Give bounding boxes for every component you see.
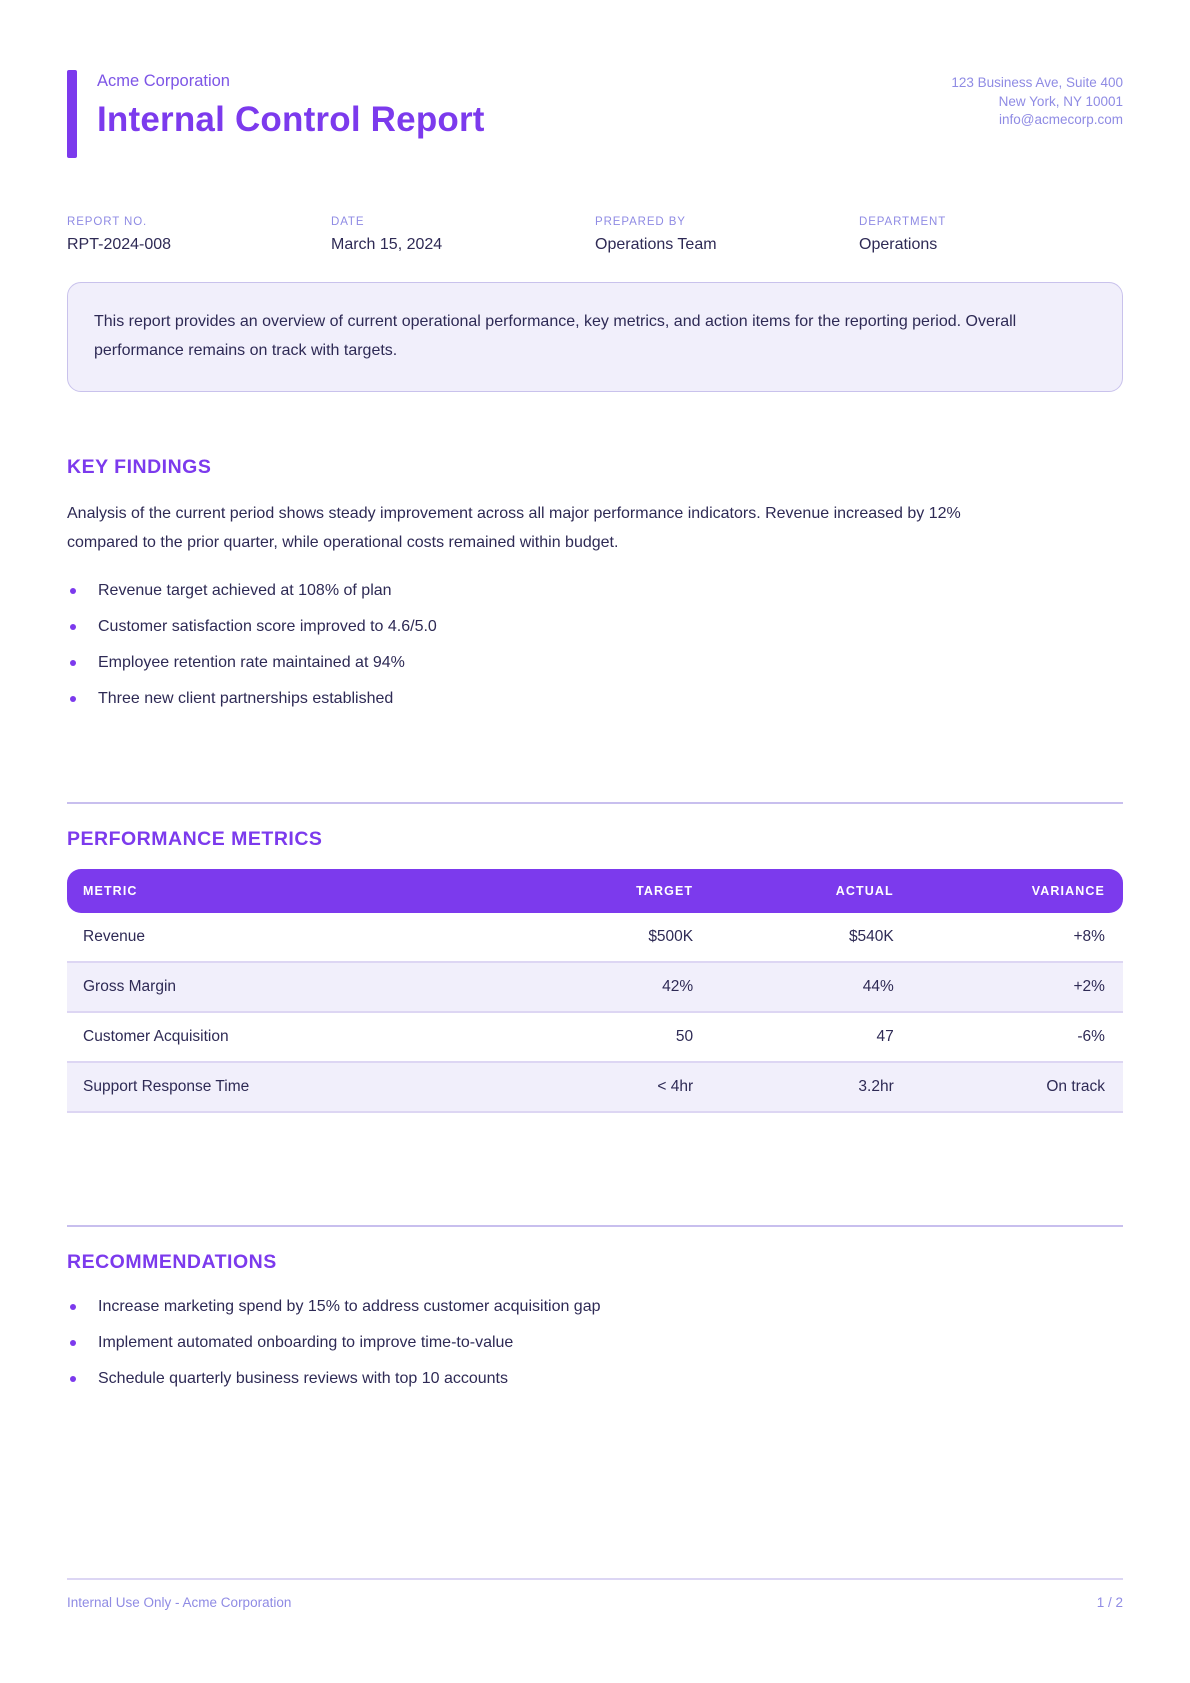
variance-cell: -6%	[1077, 1027, 1105, 1045]
page-title: Internal Control Report	[97, 100, 485, 139]
meta-label: REPORT NO.	[67, 216, 148, 228]
report-header	[67, 70, 1123, 158]
metrics-table	[67, 869, 1123, 1113]
address-email: info@acmecorp.com	[999, 112, 1123, 128]
target-cell: 42%	[662, 977, 694, 995]
address-line: 123 Business Ave, Suite 400	[951, 75, 1123, 90]
target-cell: 50	[675, 1027, 694, 1045]
list-item-text: Increase marketing spend by 15% to address customer acquisition gap	[98, 1297, 601, 1315]
company-address	[951, 70, 1123, 130]
meta-value: Operations Team	[595, 236, 717, 253]
table-row	[67, 913, 1123, 963]
summary-panel: This report provides an overview of current operational performance, key metrics, and action items for the reporting period. Overall performance remains on track with targets.	[67, 282, 1123, 392]
list-item	[67, 1296, 1123, 1318]
meta-value: RPT-2024-008	[67, 236, 172, 253]
recommendations-list	[67, 1296, 1123, 1390]
section-divider	[67, 1225, 1123, 1227]
meta-department	[859, 216, 1123, 254]
bullet-dot-icon	[70, 660, 76, 666]
list-item	[67, 580, 1123, 602]
report-meta	[67, 216, 1123, 254]
page-footer	[67, 1578, 1123, 1610]
performance-metrics-heading: PERFORMANCE METRICS	[67, 827, 323, 850]
list-item-text: Revenue target achieved at 108% of plan	[98, 581, 392, 599]
section-divider	[67, 802, 1123, 804]
list-item	[67, 688, 1123, 710]
list-item-text: Three new client partnerships established	[98, 689, 394, 707]
brand-block	[67, 70, 485, 158]
list-item-text: Implement automated onboarding to improve time-to-value	[98, 1333, 514, 1351]
column-header: VARIANCE	[1031, 883, 1105, 898]
page-number: 1 / 2	[1096, 1595, 1123, 1610]
list-item-text: Schedule quarterly business reviews with top 10 accounts	[98, 1369, 508, 1387]
table-row	[67, 1013, 1123, 1063]
brand-text	[97, 70, 485, 158]
list-item-text: Employee retention rate maintained at 94%	[98, 653, 405, 671]
meta-label: DATE	[331, 216, 365, 228]
list-item	[67, 652, 1123, 674]
target-cell: $500K	[648, 927, 694, 945]
target-cell: < 4hr	[657, 1077, 694, 1095]
list-item-text: Customer satisfaction score improved to 4.6/5.0	[98, 617, 437, 635]
bullet-dot-icon	[70, 1340, 76, 1346]
metric-cell: Support Response Time	[83, 1077, 250, 1095]
bullet-dot-icon	[70, 624, 76, 630]
list-item	[67, 1368, 1123, 1390]
key-findings-intro: Analysis of the current period shows steady improvement across all major performance indicators. Revenue increased by 12% compared to the prior quarter, while operational costs remained within budget.	[67, 505, 961, 551]
variance-cell: +2%	[1073, 977, 1105, 995]
column-header: ACTUAL	[835, 883, 894, 898]
actual-cell: 44%	[862, 977, 894, 995]
recommendations-heading: RECOMMENDATIONS	[67, 1250, 277, 1273]
meta-value: Operations	[859, 236, 938, 253]
accent-bar	[67, 70, 77, 158]
company-name: Acme Corporation	[97, 72, 230, 90]
actual-cell: $540K	[848, 927, 894, 945]
metric-cell: Revenue	[83, 927, 146, 945]
table-row	[67, 963, 1123, 1013]
meta-report-no	[67, 216, 331, 254]
list-item	[67, 616, 1123, 638]
meta-label: DEPARTMENT	[859, 216, 947, 228]
metric-cell: Customer Acquisition	[83, 1027, 229, 1045]
bullet-dot-icon	[70, 588, 76, 594]
table-header-row	[67, 869, 1123, 913]
key-findings-heading: KEY FINDINGS	[67, 456, 212, 478]
column-header: TARGET	[636, 883, 694, 898]
key-findings-list	[67, 580, 1123, 710]
list-item	[67, 1332, 1123, 1354]
actual-cell: 47	[876, 1027, 894, 1045]
variance-cell: On track	[1046, 1077, 1105, 1095]
footer-confidentiality-note: Internal Use Only - Acme Corporation	[67, 1595, 292, 1610]
table-row	[67, 1063, 1123, 1113]
metric-cell: Gross Margin	[83, 977, 177, 995]
meta-label: PREPARED BY	[595, 216, 686, 228]
address-line: New York, NY 10001	[998, 93, 1123, 109]
meta-value: March 15, 2024	[331, 236, 443, 253]
bullet-dot-icon	[70, 1304, 76, 1310]
meta-date	[331, 216, 595, 254]
meta-prepared-by	[595, 216, 859, 254]
bullet-dot-icon	[70, 696, 76, 702]
column-header: METRIC	[83, 883, 138, 898]
variance-cell: +8%	[1073, 927, 1105, 945]
actual-cell: 3.2hr	[858, 1077, 894, 1095]
bullet-dot-icon	[70, 1376, 76, 1382]
